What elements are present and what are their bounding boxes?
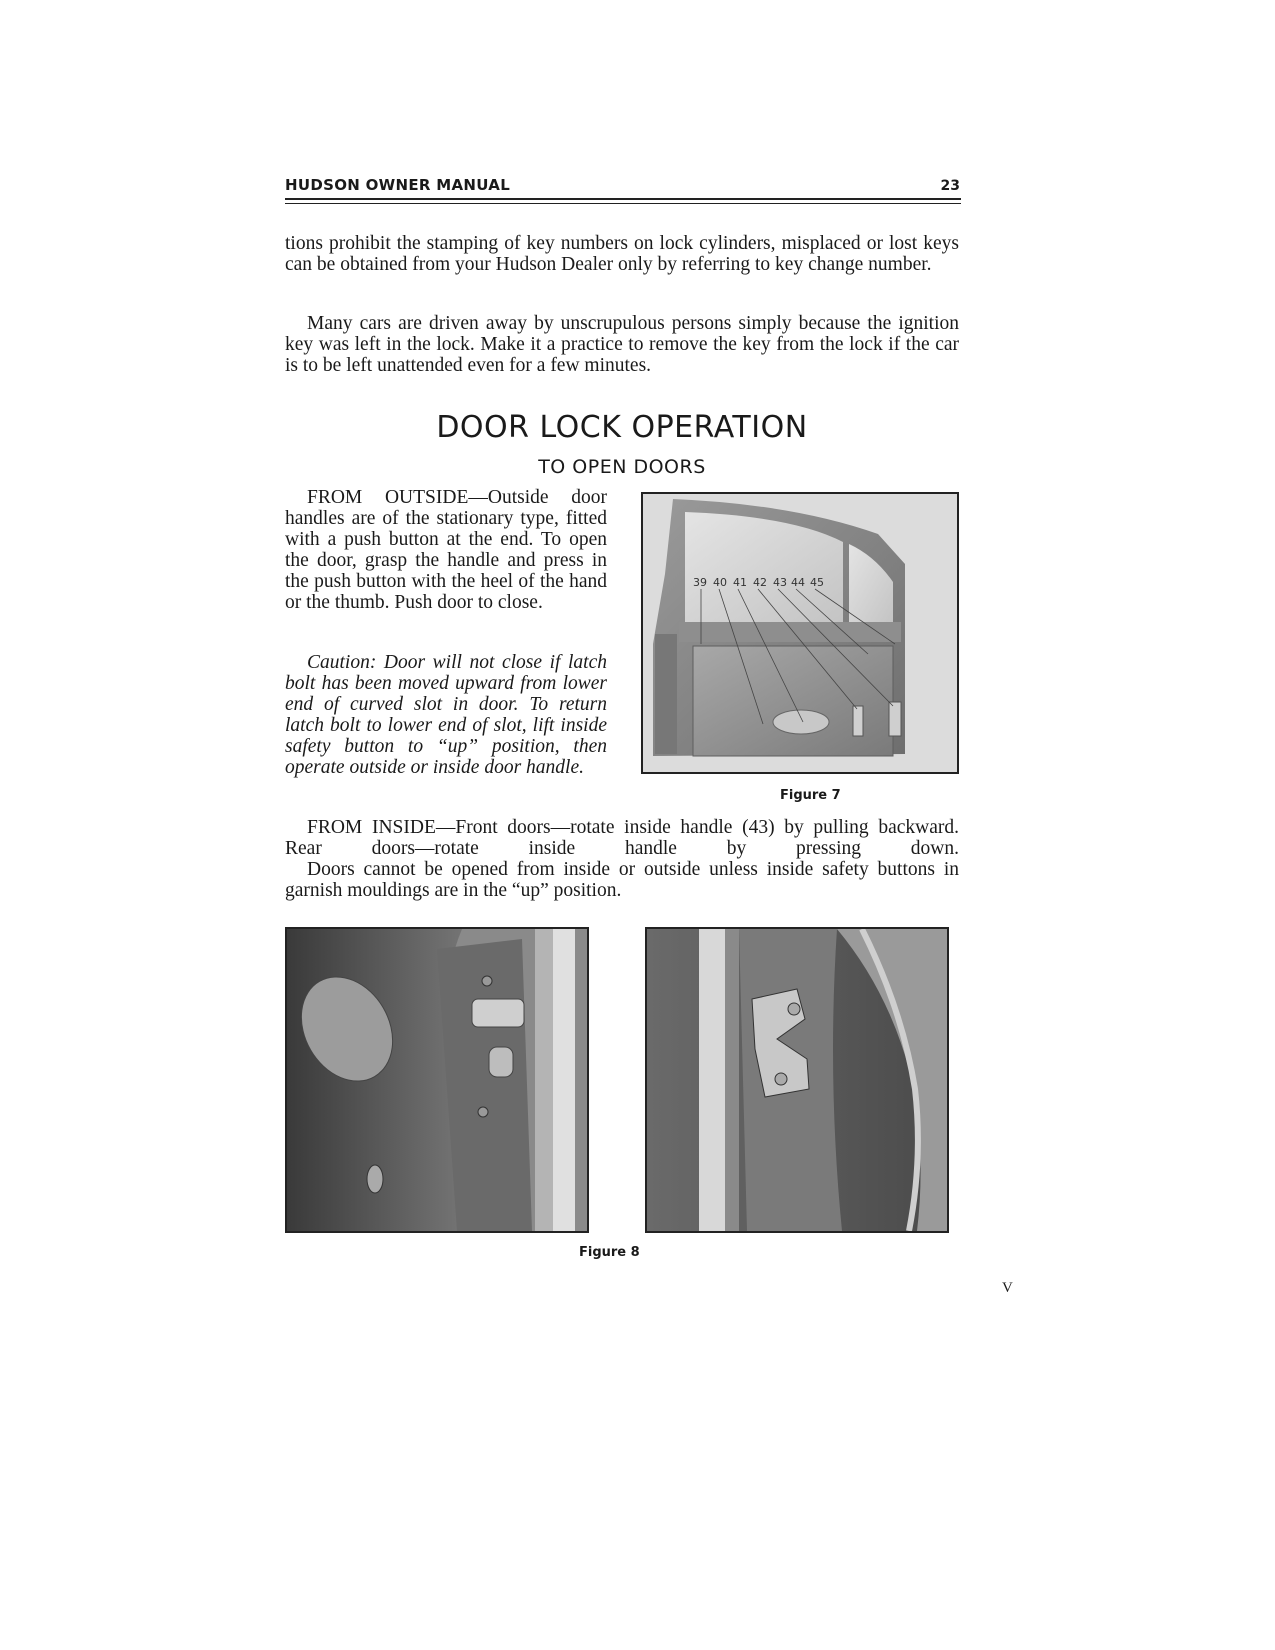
figure-7-image	[641, 492, 959, 774]
from-inside-paragraph: FROM INSIDE—Front doors—rotate inside handle (43) by pulling backward. Rear doors—rotate inside handle by pressing down.	[285, 817, 959, 859]
header-rule-bottom	[285, 203, 961, 204]
safety-note-paragraph: Doors cannot be opened from inside or outside unless inside safety buttons in garnish mouldings are in the “up” position.	[285, 859, 959, 901]
figure-8-left-image	[285, 927, 589, 1233]
section-title: DOOR LOCK OPERATION	[436, 410, 808, 445]
figure-7-caption: Figure 7	[780, 788, 841, 803]
callout-39: 39	[693, 576, 707, 589]
caution-paragraph: Caution: Door will not close if latch bolt has been moved upward from lower end of curved slot in door. To return latch bolt to lower end of slot, lift inside safety button to “up” position, then operate outside or inside door handle.	[285, 652, 607, 778]
from-outside-paragraph: FROM OUTSIDE—Outside door handles are of the stationary type, fitted with a push button at the end. To open the door, grasp the handle and press in the push button with the heel of the hand or the thumb. Push door to close.	[285, 487, 607, 613]
page-number: 23	[940, 178, 960, 194]
intro-paragraph-2: Many cars are driven away by unscrupulous persons simply because the ignition key was left in the lock. Make it a practice to remove the key from the lock if the car is to be left unattended even for a few minutes.	[285, 313, 959, 376]
header-rule-top	[285, 198, 961, 200]
header-title: HUDSON OWNER MANUAL	[285, 176, 511, 194]
callout-45: 45	[810, 576, 824, 589]
callout-40: 40	[713, 576, 727, 589]
callout-42: 42	[753, 576, 767, 589]
callout-41: 41	[733, 576, 747, 589]
callout-44: 44	[791, 576, 805, 589]
figure-8-caption: Figure 8	[579, 1245, 640, 1260]
section-subtitle: TO OPEN DOORS	[538, 456, 706, 478]
callout-43: 43	[773, 576, 787, 589]
figure-8-right-image	[645, 927, 949, 1233]
intro-paragraph-1: tions prohibit the stamping of key numbers on lock cylinders, misplaced or lost keys can be obtained from your Hudson Dealer only by referring to key change number.	[285, 233, 959, 275]
margin-mark: V	[1002, 1280, 1013, 1296]
